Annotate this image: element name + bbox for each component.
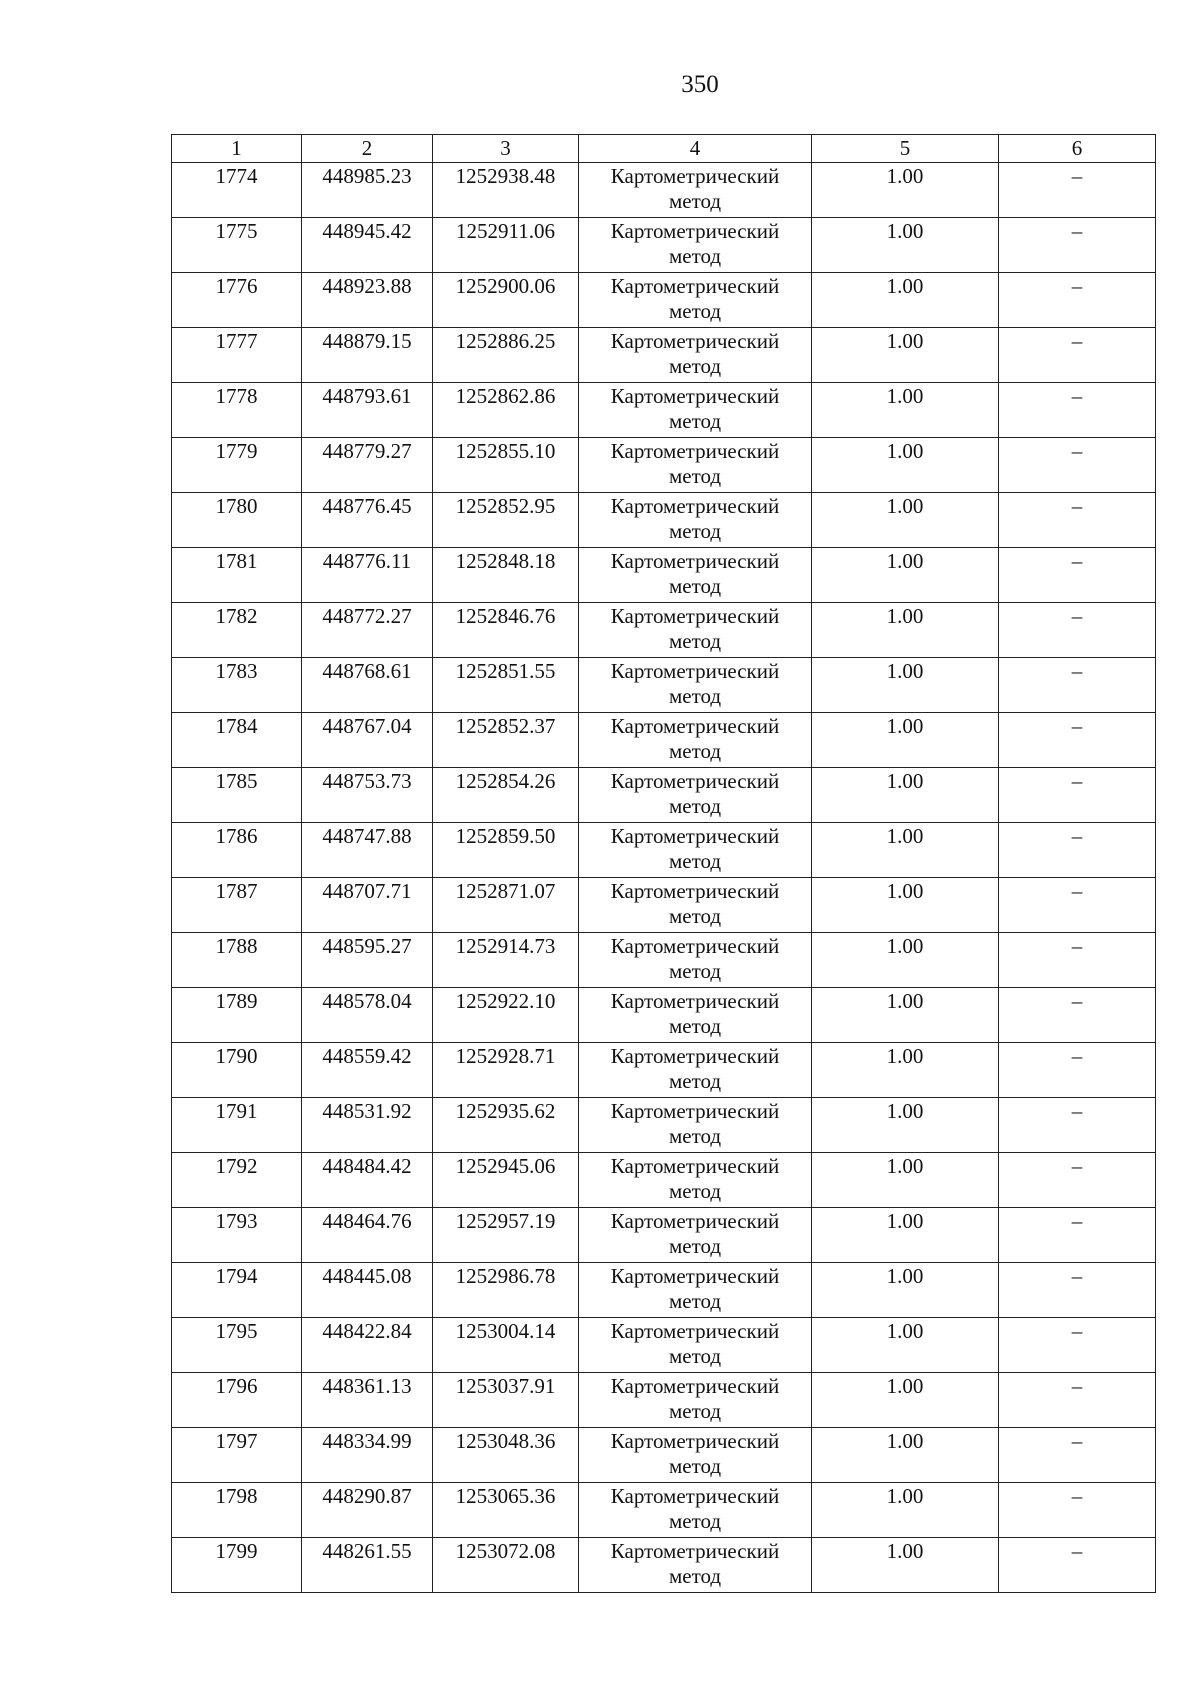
- table-row: [172, 1098, 1156, 1153]
- accuracy-cell: 1.00: [812, 548, 999, 603]
- accuracy-cell: 1.00: [812, 218, 999, 273]
- x-coordinate-cell: 448334.99: [302, 1428, 433, 1483]
- column-header-6: 6: [999, 135, 1156, 163]
- x-coordinate-cell: 448776.45: [302, 493, 433, 548]
- coordinates-table: [171, 134, 1156, 1593]
- method-text: Картометрический метод: [610, 329, 780, 378]
- x-coordinate-cell: 448923.88: [302, 273, 433, 328]
- note-cell: –: [999, 1428, 1156, 1483]
- table-row: [172, 988, 1156, 1043]
- table-row: [172, 438, 1156, 493]
- point-number-cell: 1798: [172, 1483, 302, 1538]
- note-cell: –: [999, 1538, 1156, 1593]
- note-cell: –: [999, 823, 1156, 878]
- accuracy-cell: 1.00: [812, 328, 999, 383]
- note-cell: –: [999, 548, 1156, 603]
- note-cell: –: [999, 1153, 1156, 1208]
- point-number-cell: 1788: [172, 933, 302, 988]
- x-coordinate-cell: 448753.73: [302, 768, 433, 823]
- point-number-cell: 1783: [172, 658, 302, 713]
- x-coordinate-cell: 448772.27: [302, 603, 433, 658]
- method-text: Картометрический метод: [610, 934, 780, 983]
- note-cell: –: [999, 933, 1156, 988]
- y-coordinate-cell: 1253065.36: [433, 1483, 579, 1538]
- column-header-5: 5: [812, 135, 999, 163]
- accuracy-cell: 1.00: [812, 933, 999, 988]
- y-coordinate-cell: 1253037.91: [433, 1373, 579, 1428]
- y-coordinate-cell: 1252848.18: [433, 548, 579, 603]
- point-number-cell: 1780: [172, 493, 302, 548]
- method-text: Картометрический метод: [610, 1319, 780, 1368]
- table-row: [172, 768, 1156, 823]
- x-coordinate-cell: 448793.61: [302, 383, 433, 438]
- column-header-1: 1: [172, 135, 302, 163]
- accuracy-cell: 1.00: [812, 603, 999, 658]
- note-cell: –: [999, 218, 1156, 273]
- point-number-cell: 1795: [172, 1318, 302, 1373]
- table-row: [172, 1483, 1156, 1538]
- accuracy-cell: 1.00: [812, 163, 999, 218]
- y-coordinate-cell: 1252851.55: [433, 658, 579, 713]
- accuracy-cell: 1.00: [812, 1428, 999, 1483]
- point-number-cell: 1793: [172, 1208, 302, 1263]
- table-row: [172, 1208, 1156, 1263]
- method-text: Картометрический метод: [610, 219, 780, 268]
- accuracy-cell: 1.00: [812, 1538, 999, 1593]
- note-cell: –: [999, 1098, 1156, 1153]
- accuracy-cell: 1.00: [812, 1318, 999, 1373]
- method-text: Картометрический метод: [610, 879, 780, 928]
- method-cell: [579, 1263, 812, 1318]
- method-cell: [579, 1153, 812, 1208]
- method-cell: [579, 163, 812, 218]
- table-row: [172, 603, 1156, 658]
- method-text: Картометрический метод: [610, 1539, 780, 1588]
- method-cell: [579, 988, 812, 1043]
- accuracy-cell: 1.00: [812, 438, 999, 493]
- method-cell: [579, 713, 812, 768]
- point-number-cell: 1785: [172, 768, 302, 823]
- note-cell: –: [999, 713, 1156, 768]
- method-cell: [579, 1538, 812, 1593]
- method-cell: [579, 658, 812, 713]
- method-cell: [579, 1428, 812, 1483]
- x-coordinate-cell: 448422.84: [302, 1318, 433, 1373]
- x-coordinate-cell: 448484.42: [302, 1153, 433, 1208]
- x-coordinate-cell: 448361.13: [302, 1373, 433, 1428]
- y-coordinate-cell: 1252914.73: [433, 933, 579, 988]
- table-row: [172, 878, 1156, 933]
- method-text: Картометрический метод: [610, 1099, 780, 1148]
- y-coordinate-cell: 1252928.71: [433, 1043, 579, 1098]
- method-cell: [579, 383, 812, 438]
- x-coordinate-cell: 448768.61: [302, 658, 433, 713]
- x-coordinate-cell: 448707.71: [302, 878, 433, 933]
- column-header-4: 4: [579, 135, 812, 163]
- table-row: [172, 658, 1156, 713]
- method-text: Картометрический метод: [610, 1429, 780, 1478]
- method-text: Картометрический метод: [610, 824, 780, 873]
- note-cell: –: [999, 878, 1156, 933]
- x-coordinate-cell: 448445.08: [302, 1263, 433, 1318]
- x-coordinate-cell: 448945.42: [302, 218, 433, 273]
- x-coordinate-cell: 448747.88: [302, 823, 433, 878]
- point-number-cell: 1782: [172, 603, 302, 658]
- note-cell: –: [999, 768, 1156, 823]
- method-text: Картометрический метод: [610, 1044, 780, 1093]
- method-text: Картометрический метод: [610, 989, 780, 1038]
- x-coordinate-cell: 448531.92: [302, 1098, 433, 1153]
- y-coordinate-cell: 1252945.06: [433, 1153, 579, 1208]
- y-coordinate-cell: 1252986.78: [433, 1263, 579, 1318]
- point-number-cell: 1794: [172, 1263, 302, 1318]
- point-number-cell: 1778: [172, 383, 302, 438]
- y-coordinate-cell: 1252859.50: [433, 823, 579, 878]
- table-row: [172, 1538, 1156, 1593]
- method-text: Картометрический метод: [610, 1264, 780, 1313]
- point-number-cell: 1786: [172, 823, 302, 878]
- note-cell: –: [999, 273, 1156, 328]
- method-text: Картометрический метод: [610, 659, 780, 708]
- table-row: [172, 1153, 1156, 1208]
- table-row: [172, 493, 1156, 548]
- accuracy-cell: 1.00: [812, 273, 999, 328]
- y-coordinate-cell: 1252957.19: [433, 1208, 579, 1263]
- x-coordinate-cell: 448578.04: [302, 988, 433, 1043]
- method-text: Картометрический метод: [610, 604, 780, 653]
- method-text: Картометрический метод: [610, 714, 780, 763]
- note-cell: –: [999, 493, 1156, 548]
- point-number-cell: 1787: [172, 878, 302, 933]
- method-cell: [579, 218, 812, 273]
- x-coordinate-cell: 448779.27: [302, 438, 433, 493]
- point-number-cell: 1792: [172, 1153, 302, 1208]
- x-coordinate-cell: 448261.55: [302, 1538, 433, 1593]
- x-coordinate-cell: 448595.27: [302, 933, 433, 988]
- method-text: Картометрический метод: [610, 769, 780, 818]
- method-cell: [579, 768, 812, 823]
- table-row: [172, 383, 1156, 438]
- x-coordinate-cell: 448767.04: [302, 713, 433, 768]
- accuracy-cell: 1.00: [812, 1483, 999, 1538]
- accuracy-cell: 1.00: [812, 1043, 999, 1098]
- method-text: Картометрический метод: [610, 494, 780, 543]
- accuracy-cell: 1.00: [812, 713, 999, 768]
- y-coordinate-cell: 1252852.95: [433, 493, 579, 548]
- table-row: [172, 823, 1156, 878]
- method-cell: [579, 1373, 812, 1428]
- method-cell: [579, 878, 812, 933]
- point-number-cell: 1799: [172, 1538, 302, 1593]
- note-cell: –: [999, 1318, 1156, 1373]
- accuracy-cell: 1.00: [812, 1208, 999, 1263]
- point-number-cell: 1784: [172, 713, 302, 768]
- accuracy-cell: 1.00: [812, 383, 999, 438]
- accuracy-cell: 1.00: [812, 658, 999, 713]
- method-text: Картометрический метод: [610, 1484, 780, 1533]
- note-cell: –: [999, 603, 1156, 658]
- accuracy-cell: 1.00: [812, 823, 999, 878]
- column-header-3: 3: [433, 135, 579, 163]
- accuracy-cell: 1.00: [812, 1153, 999, 1208]
- table-row: [172, 548, 1156, 603]
- note-cell: –: [999, 163, 1156, 218]
- table-row: [172, 1318, 1156, 1373]
- method-text: Картометрический метод: [610, 164, 780, 213]
- y-coordinate-cell: 1253004.14: [433, 1318, 579, 1373]
- column-header-2: 2: [302, 135, 433, 163]
- point-number-cell: 1781: [172, 548, 302, 603]
- method-cell: [579, 273, 812, 328]
- x-coordinate-cell: 448985.23: [302, 163, 433, 218]
- y-coordinate-cell: 1252938.48: [433, 163, 579, 218]
- page-number: 350: [681, 71, 719, 98]
- note-cell: –: [999, 1263, 1156, 1318]
- point-number-cell: 1796: [172, 1373, 302, 1428]
- method-cell: [579, 1043, 812, 1098]
- table-body: [172, 163, 1156, 1593]
- accuracy-cell: 1.00: [812, 493, 999, 548]
- method-text: Картометрический метод: [610, 1209, 780, 1258]
- point-number-cell: 1797: [172, 1428, 302, 1483]
- method-cell: [579, 933, 812, 988]
- point-number-cell: 1779: [172, 438, 302, 493]
- point-number-cell: 1774: [172, 163, 302, 218]
- method-cell: [579, 1483, 812, 1538]
- y-coordinate-cell: 1252862.86: [433, 383, 579, 438]
- method-text: Картометрический метод: [610, 274, 780, 323]
- method-cell: [579, 493, 812, 548]
- method-text: Картометрический метод: [610, 549, 780, 598]
- table-row: [172, 1373, 1156, 1428]
- y-coordinate-cell: 1252935.62: [433, 1098, 579, 1153]
- note-cell: –: [999, 383, 1156, 438]
- method-cell: [579, 1098, 812, 1153]
- point-number-cell: 1776: [172, 273, 302, 328]
- method-text: Картометрический метод: [610, 439, 780, 488]
- accuracy-cell: 1.00: [812, 988, 999, 1043]
- table-row: [172, 163, 1156, 218]
- accuracy-cell: 1.00: [812, 768, 999, 823]
- y-coordinate-cell: 1253072.08: [433, 1538, 579, 1593]
- note-cell: –: [999, 658, 1156, 713]
- table-row: [172, 328, 1156, 383]
- y-coordinate-cell: 1252911.06: [433, 218, 579, 273]
- x-coordinate-cell: 448464.76: [302, 1208, 433, 1263]
- header-row: [172, 135, 1156, 163]
- point-number-cell: 1777: [172, 328, 302, 383]
- table-row: [172, 218, 1156, 273]
- method-cell: [579, 1318, 812, 1373]
- note-cell: –: [999, 328, 1156, 383]
- accuracy-cell: 1.00: [812, 1263, 999, 1318]
- method-cell: [579, 548, 812, 603]
- y-coordinate-cell: 1252854.26: [433, 768, 579, 823]
- table-row: [172, 273, 1156, 328]
- y-coordinate-cell: 1252852.37: [433, 713, 579, 768]
- point-number-cell: 1789: [172, 988, 302, 1043]
- point-number-cell: 1791: [172, 1098, 302, 1153]
- x-coordinate-cell: 448776.11: [302, 548, 433, 603]
- table-row: [172, 1043, 1156, 1098]
- x-coordinate-cell: 448879.15: [302, 328, 433, 383]
- table-row: [172, 933, 1156, 988]
- y-coordinate-cell: 1252871.07: [433, 878, 579, 933]
- note-cell: –: [999, 438, 1156, 493]
- note-cell: –: [999, 1043, 1156, 1098]
- accuracy-cell: 1.00: [812, 1098, 999, 1153]
- accuracy-cell: 1.00: [812, 878, 999, 933]
- note-cell: –: [999, 1373, 1156, 1428]
- note-cell: –: [999, 1208, 1156, 1263]
- y-coordinate-cell: 1252855.10: [433, 438, 579, 493]
- y-coordinate-cell: 1253048.36: [433, 1428, 579, 1483]
- method-cell: [579, 603, 812, 658]
- table-row: [172, 1263, 1156, 1318]
- table-row: [172, 713, 1156, 768]
- method-cell: [579, 1208, 812, 1263]
- method-text: Картометрический метод: [610, 1154, 780, 1203]
- x-coordinate-cell: 448290.87: [302, 1483, 433, 1538]
- method-cell: [579, 438, 812, 493]
- table-row: [172, 1428, 1156, 1483]
- y-coordinate-cell: 1252886.25: [433, 328, 579, 383]
- method-text: Картометрический метод: [610, 384, 780, 433]
- note-cell: –: [999, 988, 1156, 1043]
- y-coordinate-cell: 1252900.06: [433, 273, 579, 328]
- y-coordinate-cell: 1252922.10: [433, 988, 579, 1043]
- point-number-cell: 1775: [172, 218, 302, 273]
- method-cell: [579, 328, 812, 383]
- note-cell: –: [999, 1483, 1156, 1538]
- method-cell: [579, 823, 812, 878]
- method-text: Картометрический метод: [610, 1374, 780, 1423]
- point-number-cell: 1790: [172, 1043, 302, 1098]
- y-coordinate-cell: 1252846.76: [433, 603, 579, 658]
- x-coordinate-cell: 448559.42: [302, 1043, 433, 1098]
- accuracy-cell: 1.00: [812, 1373, 999, 1428]
